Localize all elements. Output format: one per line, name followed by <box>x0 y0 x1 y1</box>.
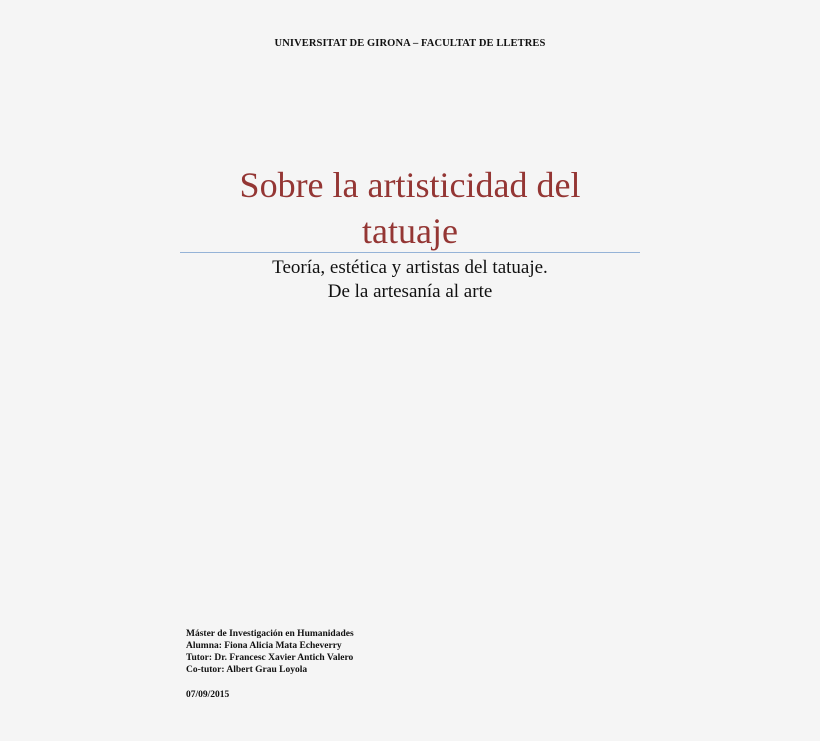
subtitle-line-1: Teoría, estética y artistas del tatuaje. <box>272 257 548 278</box>
tutor-name: Tutor: Dr. Francesc Xavier Antich Valero <box>186 653 354 663</box>
student-name: Alumna: Fiona Alicia Mata Echeverry <box>186 641 342 651</box>
program-name: Máster de Investigación en Humanidades <box>186 629 354 639</box>
document-date: 07/09/2015 <box>186 690 230 700</box>
title-line-1: Sobre la artisticidad del <box>239 165 581 205</box>
institution-header: UNIVERSITAT DE GIRONA – FACULTAT DE LLETRES <box>274 38 546 49</box>
document-subtitle <box>160 256 660 304</box>
title-line-2: tatuaje <box>362 211 458 251</box>
thesis-metadata <box>186 628 354 676</box>
document-title <box>160 162 660 254</box>
title-divider <box>180 252 640 253</box>
cotutor-name: Co-tutor: Albert Grau Loyola <box>186 665 308 675</box>
subtitle-line-2: De la artesanía al arte <box>327 281 493 302</box>
